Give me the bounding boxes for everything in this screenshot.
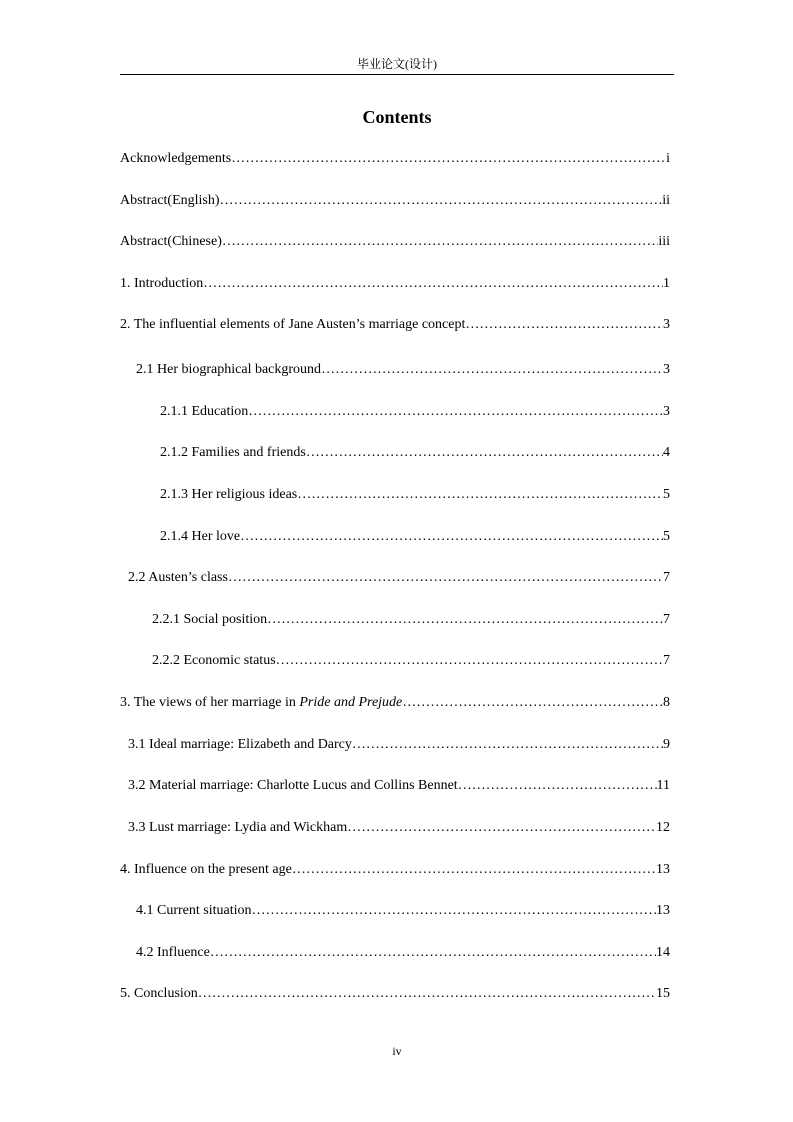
toc-entry-label: 4.1 Current situation <box>136 903 252 918</box>
toc-entry[interactable] <box>160 527 670 547</box>
toc-entry-label: Acknowledgements <box>120 151 232 166</box>
toc-entry-page: 3 <box>663 362 670 377</box>
page-title: Contents <box>362 107 432 127</box>
header-rule <box>120 74 674 75</box>
toc-entry[interactable] <box>136 901 670 921</box>
toc-entry[interactable] <box>120 232 670 252</box>
toc-entry-page: 7 <box>663 653 670 668</box>
toc-entry-page: 9 <box>663 737 670 752</box>
toc-entry-page: 15 <box>656 986 670 1001</box>
toc-entry[interactable] <box>160 485 670 505</box>
toc-entry-label <box>120 693 402 713</box>
toc-entry-page: 7 <box>663 570 670 585</box>
toc-entry[interactable] <box>136 943 670 963</box>
toc-leader-dots <box>248 402 663 422</box>
toc-entry-label: 3.3 Lust marriage: Lydia and Wickham <box>128 820 348 835</box>
toc-entry[interactable] <box>128 568 670 588</box>
toc-entry-page: 5 <box>663 487 670 502</box>
toc-leader-dots <box>292 860 656 880</box>
toc-entry-label: 2.1 Her biographical background <box>136 362 322 377</box>
toc-entry-label: 2.2.1 Social position <box>152 612 268 627</box>
toc-entry-label: 5. Conclusion <box>120 986 198 1001</box>
toc-entry-page: 3 <box>663 317 670 332</box>
book-title: Pride and Prejude <box>299 695 403 710</box>
toc-entry[interactable] <box>120 274 670 294</box>
toc-entry-label: 1. Introduction <box>120 276 204 291</box>
toc-entry-page: 7 <box>663 612 670 627</box>
toc-entry-label: 3.1 Ideal marriage: Elizabeth and Darcy <box>128 737 352 752</box>
toc-entry[interactable] <box>120 149 670 169</box>
toc-leader-dots <box>306 443 663 463</box>
toc-entry-label-text: 3. The views of her marriage in <box>120 695 300 710</box>
toc-entry[interactable] <box>120 984 670 1004</box>
toc-entry-label: 2.1.2 Families and friends <box>160 445 306 460</box>
toc-entry-label: 3.2 Material marriage: Charlotte Lucus and Collins Bennet <box>128 778 458 793</box>
toc-entry-label: 4. Influence on the present age <box>120 862 292 877</box>
toc-entry[interactable] <box>152 610 670 630</box>
toc-entry-page: 3 <box>663 404 670 419</box>
page-number: iv <box>392 1044 402 1058</box>
toc-entry-label: 4.2 Influence <box>136 945 210 960</box>
toc-entry[interactable] <box>136 360 670 380</box>
toc-entry-page: iii <box>658 234 670 249</box>
toc-leader-dots <box>267 610 663 630</box>
toc-entry-page: 13 <box>656 862 670 877</box>
toc-leader-dots <box>231 149 666 169</box>
toc-entry-page: ii <box>662 193 670 208</box>
toc-entry[interactable] <box>120 860 670 880</box>
toc-entry[interactable] <box>120 315 670 335</box>
toc-entry-page: 1 <box>663 276 670 291</box>
toc-entry-label: Abstract(Chinese) <box>120 234 222 249</box>
toc-leader-dots <box>210 943 656 963</box>
toc-leader-dots <box>297 485 663 505</box>
toc-leader-dots <box>240 527 663 547</box>
toc-entry-page: 4 <box>663 445 670 460</box>
toc-entry-label: 2.2 Austen’s class <box>128 570 228 585</box>
toc-leader-dots <box>465 315 663 335</box>
toc-leader-dots <box>198 984 656 1004</box>
running-header: 毕业论文(设计) <box>357 57 437 71</box>
toc-entry[interactable] <box>128 735 670 755</box>
toc-leader-dots <box>347 818 656 838</box>
toc-entry-page: 8 <box>663 695 670 710</box>
toc-leader-dots <box>228 568 663 588</box>
toc-entry-page: 11 <box>656 778 670 793</box>
toc-leader-dots <box>252 901 657 921</box>
toc-entry-label: 2.2.2 Economic status <box>152 653 276 668</box>
toc-leader-dots <box>220 191 663 211</box>
toc-entry-page: 5 <box>663 529 670 544</box>
toc-entry[interactable] <box>160 402 670 422</box>
toc-entry-page: 14 <box>656 945 670 960</box>
toc-entry[interactable] <box>160 443 670 463</box>
toc-entry[interactable] <box>120 191 670 211</box>
toc-entry-label: 2.1.3 Her religious ideas <box>160 487 298 502</box>
toc-entry[interactable] <box>152 651 670 671</box>
toc-entry-page: 13 <box>656 903 670 918</box>
toc-entry-label: 2. The influential elements of Jane Austen’s marriage concept <box>120 317 466 332</box>
toc-entry[interactable] <box>128 776 670 796</box>
toc-entry-page: i <box>666 151 670 166</box>
toc-leader-dots <box>203 274 663 294</box>
toc-entry-page: 12 <box>656 820 670 835</box>
toc-leader-dots <box>402 693 663 713</box>
toc-entry[interactable] <box>128 818 670 838</box>
toc-leader-dots <box>222 232 658 252</box>
toc-leader-dots <box>276 651 663 671</box>
toc-entry[interactable] <box>120 693 670 713</box>
toc-entry-label: Abstract(English) <box>120 193 220 208</box>
toc-entry-label: 2.1.4 Her love <box>160 529 241 544</box>
toc-leader-dots <box>321 360 663 380</box>
toc-leader-dots <box>458 776 657 796</box>
toc-entry-label: 2.1.1 Education <box>160 404 249 419</box>
toc-leader-dots <box>352 735 663 755</box>
